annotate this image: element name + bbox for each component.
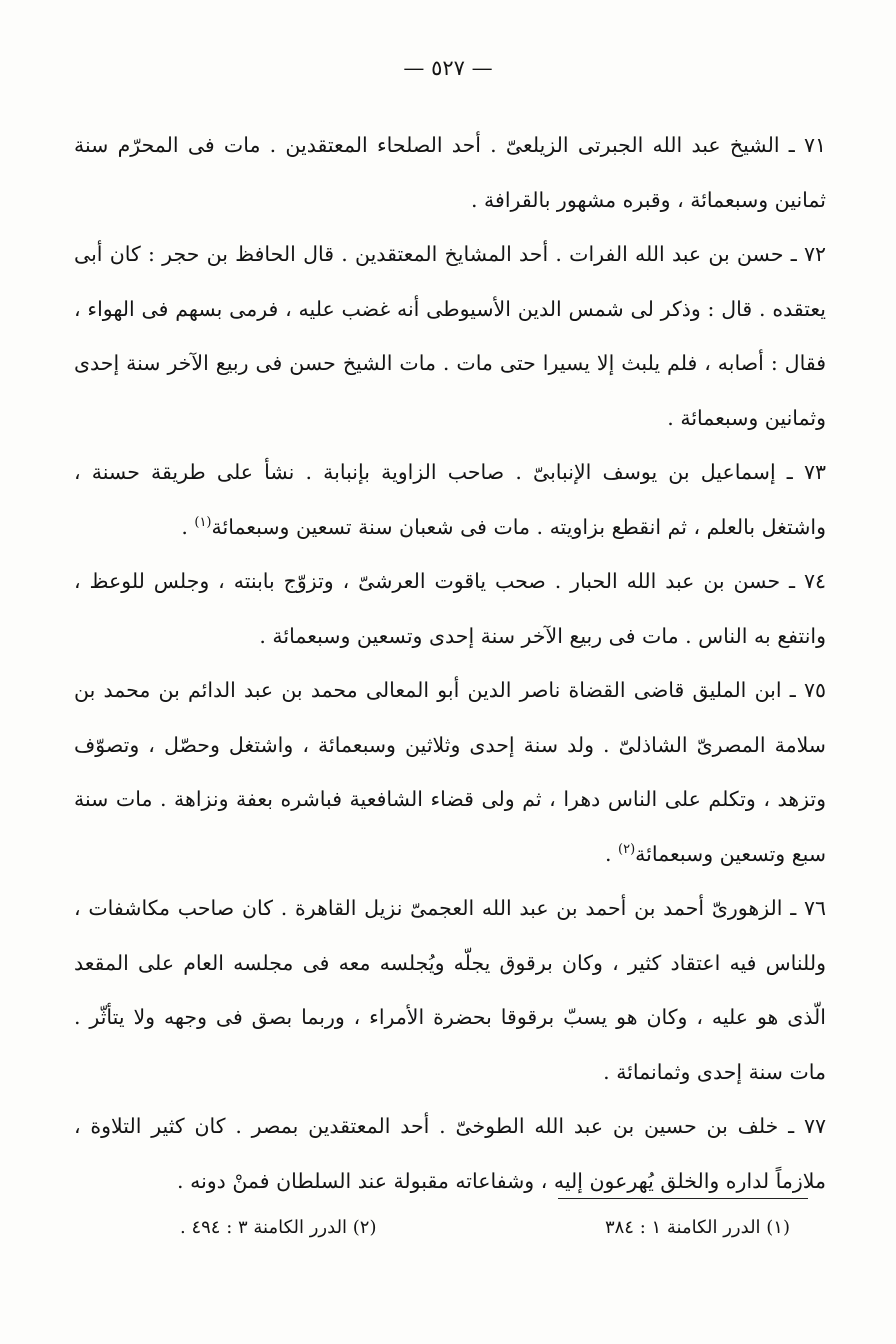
entry-tail: . [604,841,619,866]
entry-74 [74,554,826,663]
footnote-marker-1[interactable]: (١) [194,514,212,530]
footnotes [180,1212,790,1244]
entry-73 [74,445,826,554]
entry-77 [74,1099,826,1208]
entry-text: ٧٤ ـ حسن بن عبد الله الحبار . صحب ياقوت العرشىّ ، وتزوّج بابنته ، وجلس للوعظ ، وانتفع به الناس . مات فى ربيع الآخر سنة إحدى وتسعين وسبعمائة . [74,569,826,648]
footnote-2: (٢) الدرر الكامنة ٣ : ٤٩٤ . [180,1217,377,1238]
entry-text: ٧٧ ـ خلف بن حسين بن عبد الله الطوخىّ . أحد المعتقدين بمصر . كان كثير التلاوة ، ملازماً لداره والخلق يُهرعون إليه ، وشفاعاته مقبولة عند السلطان فمنْ دونه . [74,1114,826,1193]
footnote-divider [558,1198,808,1199]
entry-75 [74,663,826,881]
entry-72 [74,227,826,445]
entry-text: ٧٥ ـ ابن المليق قاضى القضاة ناصر الدين أبو المعالى محمد بن عبد الدائم بن محمد بن سلامة المصرىّ الشاذلىّ . ولد سنة إحدى وثلاثين وسبعمائة ، واشتغل وحصّل ، وتصوّف وتزهد ، وتكلم على الناس دهرا ، ثم ولى قضاء الشافعية فباشره بعفة ونزاهة . مات سنة سبع وتسعين وسبعمائة [74,678,826,866]
footnote-1: (١) الدرر الكامنة ١ : ٣٨٤ [604,1217,790,1238]
entry-text: ٧٦ ـ الزهورىّ أحمد بن أحمد بن عبد الله العجمىّ نزيل القاهرة . كان صاحب مكاشفات ، وللناس فيه اعتقاد كثير ، وكان برقوق يجلّه ويُجلسه معه فى مجلسه العام على المقعد الّذى هو عليه ، وكان هو يسبّ برقوقا بحضرة الأمراء ، وربما بصق فى وجهه ولا يتأثّر . مات سنة إحدى وثمانمائة . [74,896,826,1084]
entry-tail: . [181,514,195,539]
entries-list [74,118,826,1208]
entry-76 [74,881,826,1099]
entry-text: ٧٣ ـ إسماعيل بن يوسف الإنبابىّ . صاحب الزاوية بإنبابة . نشأ على طريقة حسنة ، واشتغل بالعلم ، ثم انقطع بزاويته . مات فى شعبان سنة تسعين وسبعمائة [74,460,826,539]
footnote-marker-2[interactable]: (٢) [618,841,636,857]
page-number: — ٥٢٧ — [403,56,493,80]
entry-text: ٧٢ ـ حسن بن عبد الله الفرات . أحد المشايخ المعتقدين . قال الحافظ بن حجر : كان أبى يعتقده . قال : وذكر لى شمس الدين الأسيوطى أنه غضب عليه ، فرمى بسهم فى الهواء ، فقال : أصابه ، فلم يلبث إلا يسيرا حتى مات . مات الشيخ حسن فى ربيع الآخر سنة إحدى وثمانين وسبعمائة . [74,242,826,430]
entry-text: ٧١ ـ الشيخ عبد الله الجبرتى الزيلعىّ . أحد الصلحاء المعتقدين . مات فى المحرّم سنة ثمانين وسبعمائة ، وقبره مشهور بالقرافة . [74,133,826,212]
entry-71 [74,118,826,227]
